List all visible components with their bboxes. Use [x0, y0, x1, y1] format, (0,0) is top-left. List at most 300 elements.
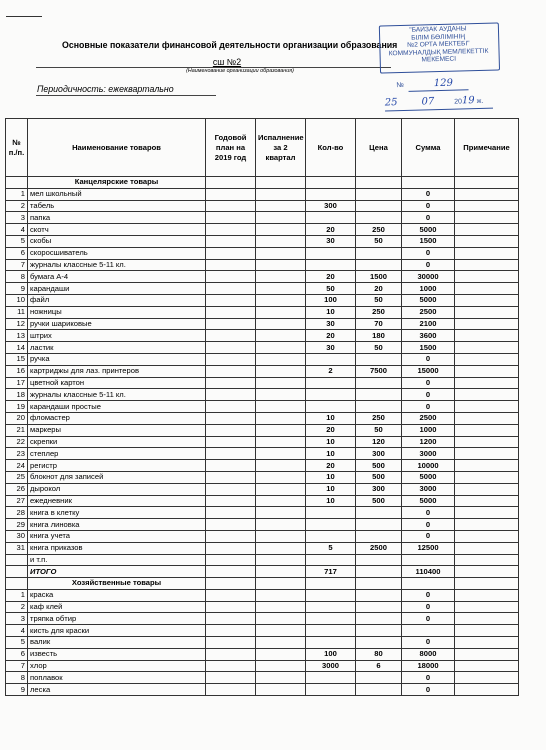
cell-execution: [256, 436, 306, 448]
cell-number: 29: [6, 519, 28, 531]
cell-item-name: ручка: [28, 353, 206, 365]
cell-quantity: [306, 212, 356, 224]
table-header-row: [6, 119, 519, 177]
cell-annual-plan: [206, 660, 256, 672]
cell-quantity: [306, 389, 356, 401]
cell-sum: 2500: [402, 412, 455, 424]
cell-quantity: [306, 188, 356, 200]
cell-price: [356, 519, 402, 531]
cell-note: [455, 235, 519, 247]
cell-quantity: [306, 247, 356, 259]
cell-item-name: хлор: [28, 660, 206, 672]
cell-note: [455, 530, 519, 542]
table-row: [6, 342, 519, 354]
organization-name: сш №2: [212, 57, 242, 67]
cell-annual-plan: [206, 200, 256, 212]
stamp-date-row: [381, 96, 501, 113]
cell-item-name: скобы: [28, 235, 206, 247]
cell-execution: [256, 589, 306, 601]
cell-note: [455, 294, 519, 306]
cell-execution: [256, 235, 306, 247]
cell-empty: [402, 177, 455, 189]
cell-quantity: 20: [306, 330, 356, 342]
cell-note: [455, 483, 519, 495]
cell-number: 5: [6, 637, 28, 649]
cell-quantity: [306, 401, 356, 413]
cell-note: [455, 306, 519, 318]
cell-quantity: 20: [306, 271, 356, 283]
cell-item-name: мел школьный: [28, 188, 206, 200]
cell-price: [356, 259, 402, 271]
table-row: [6, 424, 519, 436]
table-row: [6, 637, 519, 649]
cell-empty: [6, 578, 28, 590]
cell-note: [455, 342, 519, 354]
cell-price: 250: [356, 306, 402, 318]
cell-item-name: ежедневник: [28, 495, 206, 507]
cell-empty: [455, 578, 519, 590]
stamp-date-year: 19: [461, 95, 475, 107]
cell-number: 12: [6, 318, 28, 330]
section-title: Хозяйственные товары: [28, 578, 206, 590]
col-header-number: № п./п.: [6, 119, 28, 177]
document-title: Основные показатели финансовой деятельности организации образования: [62, 40, 398, 50]
cell-note: [455, 684, 519, 696]
cell-sum: 0: [402, 247, 455, 259]
cell-quantity: [306, 672, 356, 684]
cell-number: 27: [6, 495, 28, 507]
cell-execution: [256, 483, 306, 495]
cell-note: [455, 224, 519, 236]
table-row: [6, 460, 519, 472]
total-label: ИТОГО: [28, 566, 206, 578]
cell-item-name: валик: [28, 637, 206, 649]
cell-sum: 0: [402, 601, 455, 613]
cell-empty: [402, 578, 455, 590]
cell-number: 16: [6, 365, 28, 377]
cell-quantity: 20: [306, 460, 356, 472]
table-row: [6, 224, 519, 236]
cell-annual-plan: [206, 460, 256, 472]
cell-note: [455, 412, 519, 424]
table-row: [6, 283, 519, 295]
cell-number: 28: [6, 507, 28, 519]
cell-quantity: [306, 353, 356, 365]
cell-execution: [256, 625, 306, 637]
cell-number: [6, 554, 28, 566]
cell-quantity: 30: [306, 342, 356, 354]
cell-quantity: 50: [306, 283, 356, 295]
cell-number: 30: [6, 530, 28, 542]
cell-price: 500: [356, 460, 402, 472]
stamp-date-month: 07: [421, 96, 435, 108]
cell-price: 6: [356, 660, 402, 672]
stamp-number-row: [396, 79, 486, 95]
cell-quantity: 30: [306, 318, 356, 330]
cell-number: 23: [6, 448, 28, 460]
stamp-date-line: [385, 108, 493, 112]
cell-price: [356, 530, 402, 542]
table-row: [6, 200, 519, 212]
cell-sum: 5000: [402, 224, 455, 236]
cell-number: 3: [6, 212, 28, 224]
cell-sum: 1500: [402, 342, 455, 354]
table-row: [6, 589, 519, 601]
cell-price: [356, 601, 402, 613]
cell-empty: [206, 566, 256, 578]
cell-annual-plan: [206, 424, 256, 436]
cell-price: 50: [356, 342, 402, 354]
cell-sum: 3000: [402, 483, 455, 495]
stamp-line: КОММУНАЛДЫҚ МЕМЛЕКЕТТІК: [388, 47, 489, 58]
cell-execution: [256, 660, 306, 672]
cell-empty: [6, 566, 28, 578]
cell-execution: [256, 613, 306, 625]
cell-number: 11: [6, 306, 28, 318]
cell-execution: [256, 200, 306, 212]
organization-caption: (Наименование организации образования): [186, 68, 294, 74]
cell-annual-plan: [206, 672, 256, 684]
cell-execution: [256, 424, 306, 436]
cell-sum: 0: [402, 507, 455, 519]
table-row: [6, 519, 519, 531]
cell-note: [455, 554, 519, 566]
cell-price: [356, 377, 402, 389]
cell-annual-plan: [206, 601, 256, 613]
cell-item-name: каф клей: [28, 601, 206, 613]
cell-annual-plan: [206, 212, 256, 224]
cell-quantity: [306, 519, 356, 531]
section-title: Канцелярские товары: [28, 177, 206, 189]
total-quantity: 717: [306, 566, 356, 578]
cell-note: [455, 200, 519, 212]
cell-annual-plan: [206, 389, 256, 401]
cell-empty: [206, 578, 256, 590]
cell-note: [455, 637, 519, 649]
cell-price: [356, 188, 402, 200]
periodicity-underline: [36, 95, 216, 96]
cell-sum: 0: [402, 200, 455, 212]
cell-item-name: фломастер: [28, 412, 206, 424]
cell-price: 50: [356, 294, 402, 306]
table-row: [6, 306, 519, 318]
cell-annual-plan: [206, 365, 256, 377]
cell-note: [455, 625, 519, 637]
col-header-price: Цена: [356, 119, 402, 177]
cell-execution: [256, 294, 306, 306]
cell-empty: [455, 177, 519, 189]
cell-execution: [256, 306, 306, 318]
cell-execution: [256, 672, 306, 684]
cell-annual-plan: [206, 377, 256, 389]
cell-item-name: книга линовка: [28, 519, 206, 531]
cell-number: 7: [6, 660, 28, 672]
cell-annual-plan: [206, 306, 256, 318]
cell-price: 50: [356, 424, 402, 436]
table-row: [6, 436, 519, 448]
cell-note: [455, 377, 519, 389]
table-row: [6, 530, 519, 542]
cell-item-name: табель: [28, 200, 206, 212]
cell-price: 300: [356, 448, 402, 460]
cell-sum: 0: [402, 377, 455, 389]
cell-item-name: ручки шариковые: [28, 318, 206, 330]
cell-number: 19: [6, 401, 28, 413]
cell-execution: [256, 637, 306, 649]
cell-execution: [256, 389, 306, 401]
cell-price: 250: [356, 224, 402, 236]
cell-quantity: 10: [306, 471, 356, 483]
cell-annual-plan: [206, 448, 256, 460]
cell-empty: [356, 566, 402, 578]
cell-execution: [256, 684, 306, 696]
cell-sum: 3600: [402, 330, 455, 342]
cell-price: 50: [356, 235, 402, 247]
cell-note: [455, 259, 519, 271]
table-row: [6, 648, 519, 660]
cell-annual-plan: [206, 542, 256, 554]
cell-item-name: скрепки: [28, 436, 206, 448]
cell-number: 1: [6, 589, 28, 601]
cell-annual-plan: [206, 294, 256, 306]
cell-sum: 8000: [402, 648, 455, 660]
cell-number: 2: [6, 601, 28, 613]
cell-item-name: картриджы для лаз. принтеров: [28, 365, 206, 377]
table-row: [6, 401, 519, 413]
cell-execution: [256, 188, 306, 200]
col-header-note: Примечание: [455, 119, 519, 177]
cell-number: 1: [6, 188, 28, 200]
cell-execution: [256, 247, 306, 259]
cell-execution: [256, 365, 306, 377]
cell-number: 24: [6, 460, 28, 472]
cell-quantity: 10: [306, 436, 356, 448]
cell-item-name: журналы классные 5-11 кл.: [28, 259, 206, 271]
cell-annual-plan: [206, 235, 256, 247]
cell-price: [356, 637, 402, 649]
cell-note: [455, 601, 519, 613]
stamp-line: БІЛІМ БӨЛІМІНІҢ: [411, 32, 466, 42]
cell-item-name: ластик: [28, 342, 206, 354]
cell-execution: [256, 412, 306, 424]
cell-number: 4: [6, 224, 28, 236]
table-row: [6, 377, 519, 389]
stamp-number-label: №: [396, 81, 404, 90]
cell-execution: [256, 601, 306, 613]
cell-number: 14: [6, 342, 28, 354]
cell-annual-plan: [206, 637, 256, 649]
cell-price: [356, 625, 402, 637]
cell-execution: [256, 318, 306, 330]
cell-quantity: [306, 554, 356, 566]
table-row: [6, 495, 519, 507]
stamp-line: МЕКЕМЕСІ: [421, 55, 457, 64]
cell-number: 6: [6, 247, 28, 259]
section-header-row: [6, 177, 519, 189]
cell-annual-plan: [206, 271, 256, 283]
cell-quantity: 3000: [306, 660, 356, 672]
table-row: [6, 554, 519, 566]
cell-price: 500: [356, 495, 402, 507]
cell-number: 22: [6, 436, 28, 448]
cell-price: [356, 200, 402, 212]
cell-annual-plan: [206, 530, 256, 542]
cell-empty: [306, 578, 356, 590]
cell-annual-plan: [206, 412, 256, 424]
cell-quantity: 300: [306, 200, 356, 212]
table-row: [6, 247, 519, 259]
cell-item-name: блокнот для записей: [28, 471, 206, 483]
financial-table: [5, 118, 519, 696]
table-row: [6, 271, 519, 283]
table-row: [6, 365, 519, 377]
cell-sum: 0: [402, 389, 455, 401]
cell-note: [455, 471, 519, 483]
cell-annual-plan: [206, 353, 256, 365]
cell-item-name: степлер: [28, 448, 206, 460]
cell-quantity: [306, 613, 356, 625]
cell-price: 7500: [356, 365, 402, 377]
cell-sum: 0: [402, 589, 455, 601]
cell-empty: [356, 578, 402, 590]
cell-item-name: ножницы: [28, 306, 206, 318]
table-row: [6, 318, 519, 330]
table-row: [6, 601, 519, 613]
cell-execution: [256, 507, 306, 519]
table-row: [6, 625, 519, 637]
cell-empty: [256, 566, 306, 578]
col-header-quantity: Кол-во: [306, 119, 356, 177]
cell-sum: [402, 625, 455, 637]
table-row: [6, 389, 519, 401]
cell-note: [455, 660, 519, 672]
cell-price: 300: [356, 483, 402, 495]
cell-price: [356, 507, 402, 519]
cell-note: [455, 648, 519, 660]
cell-empty: [6, 177, 28, 189]
cell-execution: [256, 224, 306, 236]
cell-execution: [256, 554, 306, 566]
cell-note: [455, 389, 519, 401]
cell-annual-plan: [206, 283, 256, 295]
corner-mark: [6, 16, 42, 17]
cell-price: [356, 212, 402, 224]
cell-item-name: поплавок: [28, 672, 206, 684]
cell-quantity: [306, 530, 356, 542]
cell-note: [455, 212, 519, 224]
cell-execution: [256, 271, 306, 283]
cell-execution: [256, 460, 306, 472]
cell-number: 4: [6, 625, 28, 637]
cell-annual-plan: [206, 436, 256, 448]
cell-sum: 12500: [402, 542, 455, 554]
cell-annual-plan: [206, 188, 256, 200]
cell-price: 120: [356, 436, 402, 448]
cell-item-name: журналы классные 5-11 кл.: [28, 389, 206, 401]
stamp-text: [381, 25, 496, 66]
cell-number: 25: [6, 471, 28, 483]
cell-number: 7: [6, 259, 28, 271]
cell-item-name: регистр: [28, 460, 206, 472]
cell-item-name: леска: [28, 684, 206, 696]
cell-quantity: 10: [306, 483, 356, 495]
cell-quantity: 20: [306, 424, 356, 436]
cell-execution: [256, 542, 306, 554]
cell-annual-plan: [206, 330, 256, 342]
table-row: [6, 330, 519, 342]
cell-quantity: [306, 589, 356, 601]
cell-price: [356, 401, 402, 413]
cell-note: [455, 424, 519, 436]
cell-annual-plan: [206, 554, 256, 566]
cell-price: 80: [356, 648, 402, 660]
cell-sum: 0: [402, 613, 455, 625]
stamp-date-suffix: ж.: [476, 97, 484, 106]
cell-note: [455, 247, 519, 259]
cell-note: [455, 330, 519, 342]
cell-price: [356, 353, 402, 365]
cell-note: [455, 613, 519, 625]
cell-price: 180: [356, 330, 402, 342]
cell-annual-plan: [206, 589, 256, 601]
cell-price: [356, 613, 402, 625]
cell-note: [455, 271, 519, 283]
cell-number: 20: [6, 412, 28, 424]
table-row: [6, 259, 519, 271]
cell-annual-plan: [206, 401, 256, 413]
cell-item-name: маркеры: [28, 424, 206, 436]
cell-annual-plan: [206, 684, 256, 696]
table-row: [6, 684, 519, 696]
cell-execution: [256, 259, 306, 271]
cell-sum: 5000: [402, 294, 455, 306]
cell-execution: [256, 448, 306, 460]
cell-sum: 1200: [402, 436, 455, 448]
cell-empty: [206, 177, 256, 189]
table-row: [6, 507, 519, 519]
cell-empty: [256, 177, 306, 189]
cell-sum: 0: [402, 188, 455, 200]
cell-price: [356, 684, 402, 696]
table-row: [6, 188, 519, 200]
cell-item-name: кисть для краски: [28, 625, 206, 637]
cell-item-name: карандаши: [28, 283, 206, 295]
cell-quantity: 5: [306, 542, 356, 554]
cell-note: [455, 436, 519, 448]
table-row: [6, 448, 519, 460]
table-row: [6, 353, 519, 365]
cell-price: [356, 672, 402, 684]
cell-note: [455, 507, 519, 519]
cell-number: 21: [6, 424, 28, 436]
table-row: [6, 613, 519, 625]
cell-number: 18: [6, 389, 28, 401]
cell-execution: [256, 519, 306, 531]
table-row: [6, 542, 519, 554]
stamp-line: "БАЙЗАК АУДАНЫ: [409, 25, 467, 34]
cell-item-name: бумага А-4: [28, 271, 206, 283]
cell-item-name: книга в клетку: [28, 507, 206, 519]
cell-number: 26: [6, 483, 28, 495]
cell-sum: 1500: [402, 235, 455, 247]
table-body: [6, 177, 519, 696]
total-sum: 110400: [402, 566, 455, 578]
table-row: [6, 660, 519, 672]
cell-annual-plan: [206, 259, 256, 271]
cell-sum: 0: [402, 672, 455, 684]
cell-sum: 0: [402, 637, 455, 649]
cell-execution: [256, 648, 306, 660]
